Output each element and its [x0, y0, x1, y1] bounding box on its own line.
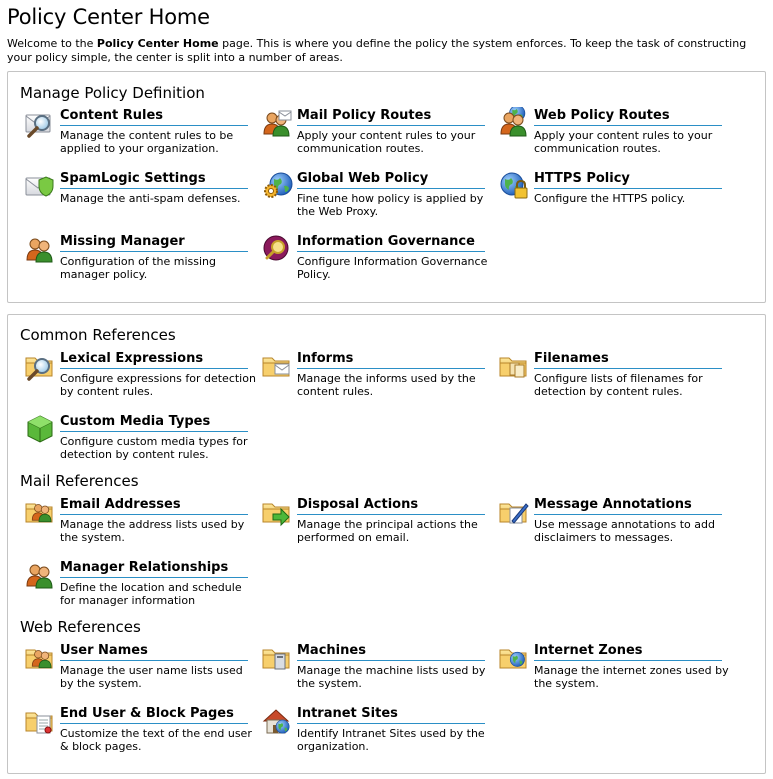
intranet-sites-title[interactable]: Intranet Sites — [297, 705, 485, 724]
page-title: Policy Center Home — [7, 5, 210, 29]
machines-description: Manage the machine lists used by the system. — [297, 664, 486, 690]
lexical-expressions-description: Configure expressions for detection by content rules. — [60, 372, 256, 398]
references-panel — [7, 314, 766, 774]
folder-computer-icon — [261, 642, 293, 674]
email-addresses-description: Manage the address lists used by the system. — [60, 518, 245, 544]
informs-title[interactable]: Informs — [297, 350, 485, 369]
missing-manager-title[interactable]: Missing Manager — [60, 233, 248, 252]
content-rules-title[interactable]: Content Rules — [60, 107, 248, 126]
global-web-policy-description: Fine tune how policy is applied by the Web Proxy. — [297, 192, 484, 218]
folder-arrow-icon — [261, 496, 293, 528]
folder-globe-icon — [498, 642, 530, 674]
filenames-description: Configure lists of filenames for detection by content rules. — [534, 372, 703, 398]
end-user-block-pages-description: Customize the text of the end user & block pages. — [60, 727, 252, 753]
content-rules-description: Manage the content rules to be applied to your organization. — [60, 129, 234, 155]
globe-gear-icon — [261, 170, 293, 202]
intranet-sites-description: Identify Intranet Sites used by the organization. — [297, 727, 485, 753]
information-governance-description: Configure Information Governance Policy. — [297, 255, 488, 281]
house-globe-icon — [261, 705, 293, 737]
section-title-mail-references: Mail References — [20, 472, 139, 490]
https-policy-title[interactable]: HTTPS Policy — [534, 170, 722, 189]
governance-magnifier-icon — [261, 233, 293, 265]
informs-description: Manage the informs used by the content rules. — [297, 372, 476, 398]
message-annotations-title[interactable]: Message Annotations — [534, 496, 722, 515]
folder-files-icon — [498, 350, 530, 382]
https-policy-description: Configure the HTTPS policy. — [534, 192, 686, 205]
global-web-policy-title[interactable]: Global Web Policy — [297, 170, 485, 189]
folder-users-icon — [24, 496, 56, 528]
web-policy-routes-title[interactable]: Web Policy Routes — [534, 107, 722, 126]
internet-zones-title[interactable]: Internet Zones — [534, 642, 722, 661]
web-policy-routes-description: Apply your content rules to your communication routes. — [534, 129, 713, 155]
disposal-actions-title[interactable]: Disposal Actions — [297, 496, 485, 515]
spamlogic-settings-description: Manage the anti-spam defenses. — [60, 192, 241, 205]
disposal-actions-description: Manage the principal actions the performed on email. — [297, 518, 478, 544]
section-title-common-references: Common References — [20, 326, 176, 344]
message-annotations-description: Use message annotations to add disclaimers to messages. — [534, 518, 715, 544]
envelope-magnifier-icon — [24, 107, 56, 139]
section-title-web-references: Web References — [20, 618, 141, 636]
section-title-manage-policy-definition: Manage Policy Definition — [20, 84, 205, 102]
folder-users-icon — [24, 642, 56, 674]
intro-text-bold: Policy Center Home — [96, 37, 219, 50]
machines-title[interactable]: Machines — [297, 642, 485, 661]
user-names-title[interactable]: User Names — [60, 642, 248, 661]
missing-manager-description: Configuration of the missing manager policy. — [60, 255, 216, 281]
folder-pen-icon — [498, 496, 530, 528]
folder-document-icon — [24, 705, 56, 737]
cube-icon — [24, 413, 56, 445]
manage-policy-definition-panel — [7, 71, 766, 303]
spamlogic-settings-title[interactable]: SpamLogic Settings — [60, 170, 248, 189]
manager-relationships-title[interactable]: Manager Relationships — [60, 559, 248, 578]
users-envelope-icon — [261, 107, 293, 139]
folder-envelope-icon — [261, 350, 293, 382]
user-names-description: Manage the user name lists used by the system. — [60, 664, 243, 690]
users-globe-icon — [498, 107, 530, 139]
manager-relationships-description: Define the location and schedule for manager information — [60, 581, 242, 607]
users-icon — [24, 233, 56, 265]
envelope-shield-icon — [24, 170, 56, 202]
mail-policy-routes-description: Apply your content rules to your communication routes. — [297, 129, 476, 155]
custom-media-types-description: Configure custom media types for detection by content rules. — [60, 435, 248, 461]
folder-magnifier-icon — [24, 350, 56, 382]
end-user-block-pages-title[interactable]: End User & Block Pages — [60, 705, 248, 724]
internet-zones-description: Manage the internet zones used by the system. — [534, 664, 729, 690]
filenames-title[interactable]: Filenames — [534, 350, 722, 369]
intro-text-pre: Welcome to the — [7, 37, 97, 50]
intro-text-post: page. This is where you define the policy the system enforces. To keep the task of constructing your policy simple, the center is split into a number of areas. — [7, 37, 747, 64]
lexical-expressions-title[interactable]: Lexical Expressions — [60, 350, 248, 369]
email-addresses-title[interactable]: Email Addresses — [60, 496, 248, 515]
intro-text — [7, 37, 747, 65]
custom-media-types-title[interactable]: Custom Media Types — [60, 413, 248, 432]
globe-lock-icon — [498, 170, 530, 202]
users-icon — [24, 559, 56, 591]
information-governance-title[interactable]: Information Governance — [297, 233, 485, 252]
mail-policy-routes-title[interactable]: Mail Policy Routes — [297, 107, 485, 126]
